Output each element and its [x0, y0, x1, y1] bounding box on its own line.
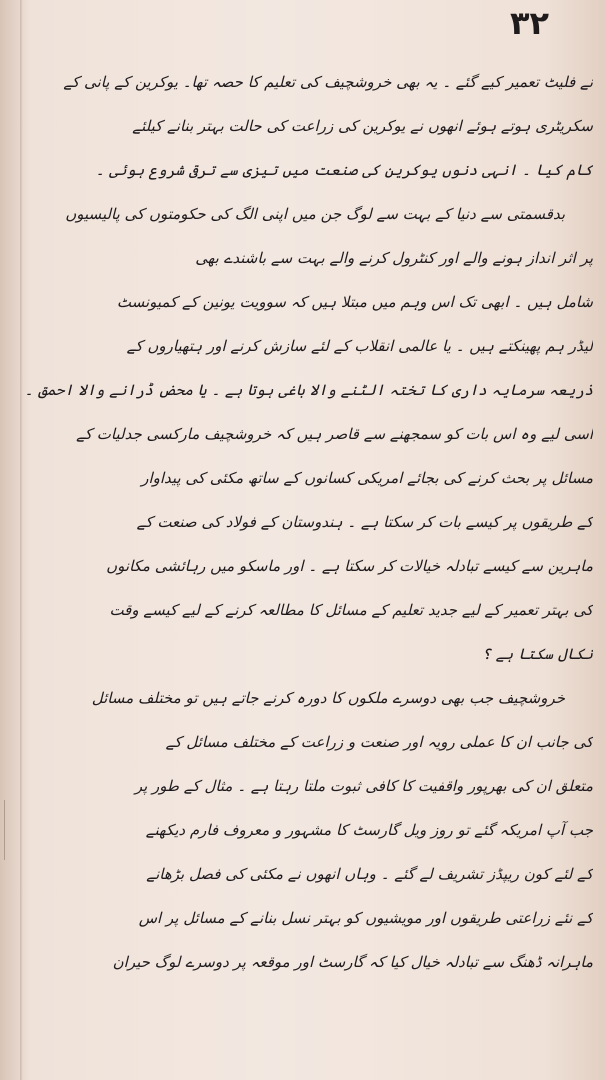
text-line: سکریٹری ہوتے ہوئے انھوں نے یوکرین کی زراعت کی حالت بہتر بنانے کیلئے [132, 117, 593, 135]
text-line: کے لئے کون ریپڈز تشریف لے گئے ۔ وہاں انھوں نے مکئی کی فصل بڑھانے [146, 865, 593, 883]
text-line: کے نئے زراعتی طریقوں اور مویشیوں کو بہتر نسل بنانے کے مسائل پر اس [138, 909, 593, 927]
text-line: اسی لیے وہ اس بات کو سمجھنے سے قاصر ہیں کہ خروشچیف مارکسی جدلیات کے [76, 425, 593, 443]
text-line: پر اثر انداز ہونے والے اور کنٹرول کرنے والے بہت سے باشندے بھی [195, 249, 593, 267]
margin-mark [4, 800, 15, 860]
page-fold-shadow [20, 0, 23, 1080]
text-line: متعلق ان کی بھرپور واقفیت کا کافی ثبوت ملتا رہتا ہے ۔ مثال کے طور پر [134, 777, 593, 795]
page-body-text [24, 60, 593, 984]
text-line: نے فلیٹ تعمیر کیے گئے ۔ یہ بھی خروشچیف کی تعلیم کا حصہ تھا۔ یوکرین کے پانی کے [63, 73, 593, 91]
text-line: کی بہتر تعمیر کے لیے جدید تعلیم کے مسائل کا مطالعہ کرنے کے لیے کیسے وقت [109, 601, 593, 619]
text-line: لیڈر ہم پھینکتے ہیں ۔ یا عالمی انقلاب کے لئے سازش کرنے اور ہتھیاروں کے [126, 337, 593, 355]
text-line: کے طریقوں پر کیسے بات کر سکتا ہے ۔ ہندوستان کے فولاد کی صنعت کے [136, 513, 593, 531]
text-line: بدقسمتی سے دنیا کے بہت سے لوگ جن میں اپنی الگ کی حکومتوں کی پالیسیوں [65, 205, 565, 223]
text-line: خروشچیف جب بھی دوسرے ملکوں کا دورہ کرنے جاتے ہیں تو مختلف مسائل [91, 689, 565, 707]
text-line: جب آپ امریکہ گئے تو روز ویل گارسٹ کا مشہور و معروف فارم دیکھنے [145, 821, 593, 839]
text-line: ماہرین سے کیسے تبادلہ خیالات کر سکتا ہے ۔ اور ماسکو میں رہائشی مکانوں [106, 557, 593, 575]
text-line: مسائل پر بحث کرنے کی بجائے امریکی کسانوں کے ساتھ مکئی کی پیداوار [141, 469, 593, 487]
text-line: ماہرانہ ڈھنگ سے تبادلہ خیال کیا کہ گارسٹ اور موقعہ پر دوسرے لوگ حیران [112, 953, 593, 971]
text-line: کی جانب ان کا عملی رویہ اور صنعت و زراعت کے مختلف مسائل کے [165, 733, 593, 751]
page-number: ۳۲ [509, 4, 549, 42]
text-line: ذریعہ سرمایہ داری کا تختہ الٹنے والا باغی ہوتا ہے ۔ یا محض ڈرانے والا احمق ۔ [24, 381, 593, 399]
text-line: شامل ہیں ۔ ابھی تک اس وہم میں مبتلا ہیں کہ سوویت یونین کے کمیونسٹ [116, 293, 593, 311]
text-line: نکال سکتا ہے ؟ [482, 645, 593, 663]
text-line: کام کیا ۔ انہی دنوں یوکرین کی صنعت میں تیزی سے ترقی شروع ہوئی ۔ [95, 161, 593, 179]
